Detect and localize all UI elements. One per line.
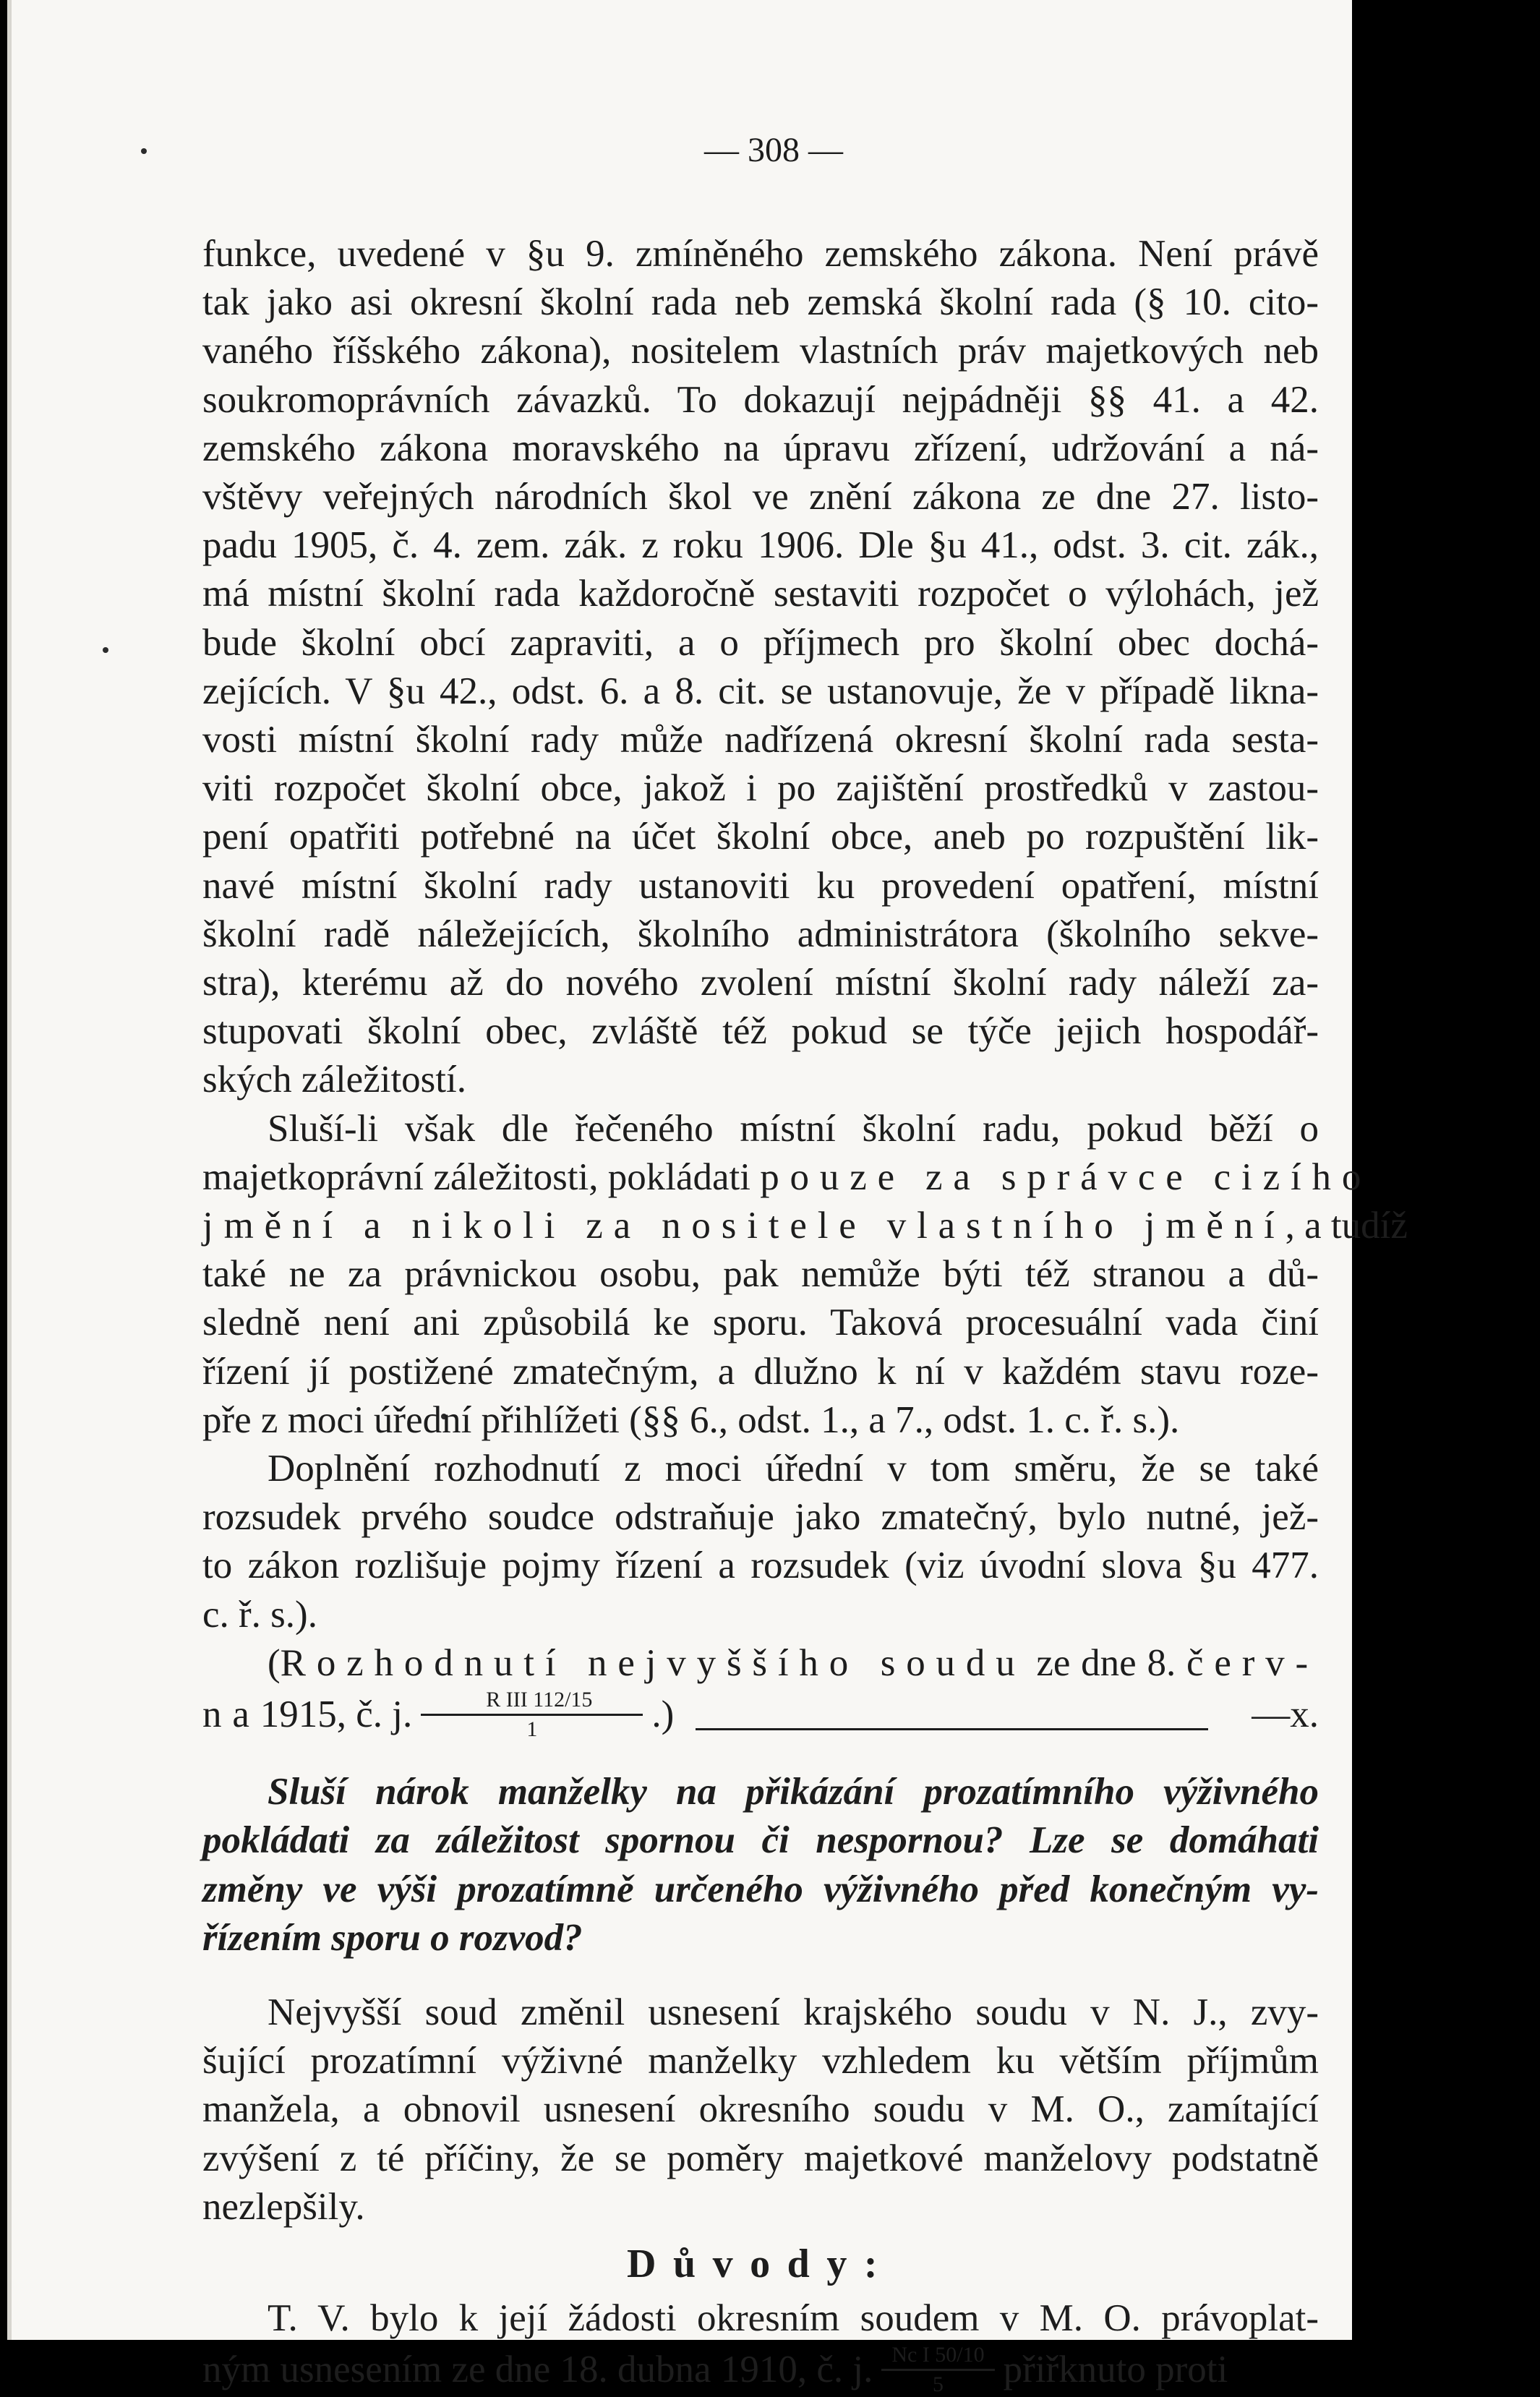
text-line: Doplnění rozhodnutí z moci úřední v tom směru, že se také [268,1448,1319,1490]
headnote [202,1768,1319,1962]
margin-dot [103,647,108,653]
fraction-numerator: Nc I 50/10 [881,2343,994,2371]
text-line: soukromoprávních závazků. To dokazují nejpádněji §§ 41. a 42. [202,378,1319,421]
emphasis-spaced: jmění a nikoli za nositele vlastního jmění [202,1205,1286,1247]
text-line: sledně není ani způsobilá ke sporu. Taková procesuální vada činí [202,1302,1319,1344]
spacer [202,1742,1319,1768]
text-line: stra), kterému až do nového zvolení místní školní rady náleží za- [202,962,1319,1004]
text-line: funkce, uvedené v §u 9. zmíněného zemského zákona. Není právě [202,233,1319,275]
text-run: přiřknuto proti [1003,2349,1228,2391]
paragraph [202,2294,1319,2397]
document-body [202,230,1408,2397]
text-line: manžela, a obnovil usnesení okresního soudu v M. O., zamítající [202,2088,1319,2131]
text-run: majetkoprávní záležitosti, pokládati [202,1155,761,1198]
paragraph [202,1445,1319,1639]
text-line: zemského zákona moravského na úpravu zřízení, udržování a ná- [202,427,1319,469]
text-run: ( [268,1641,281,1684]
text-line: padu 1905, č. 4. zem. zák. z roku 1906. Dle §u 41., odst. 3. cit. zák., [202,524,1319,567]
text-line: navé místní školní rady ustanoviti ku provedení opatření, místní [202,864,1319,907]
text-line: bude školní obcí zapraviti, a o příjmech pro školní obec dochá- [202,621,1319,664]
text-line: pře z moci úřední přihlížeti (§§ 6., odst. 1., a 7., odst. 1. c. ř. s.). [202,1398,1180,1441]
text-run: .) [651,1693,675,1735]
text-line: viti rozpočet školní obce, jakož i po zajištění prostředků v zastou- [202,767,1319,810]
page-edge-shadow [7,0,12,2340]
text-line [202,1153,1372,1202]
text-line: stupovati školní obec, zvláště též pokud se týče jejich hospodář- [202,1010,1319,1053]
text-line: řízením sporu o rozvod? [202,1916,583,1959]
text-line: Sluší-li však dle řečeného místní školní radu, pokud běží o [268,1107,1319,1150]
text-line: zejících. V §u 42., odst. 6. a 8. cit. se ustanovuje, že v případě liknа- [202,670,1319,712]
page-number: — 308 — [704,131,843,169]
text-line: má místní školní rada každoročně sestaviti rozpočet o výlohách, jež [202,573,1319,615]
case-number-fraction [421,1688,643,1742]
spacer [202,1962,1319,1988]
text-run: 1915, č. j. [260,1693,413,1735]
text-line: vštěvy veřejných národních škol ve znění zákona ze dne 27. listo- [202,476,1319,518]
text-line: školní radě náležejících, školního administrátora (školního sekve- [202,913,1319,955]
text-line: řízení jí postižené zmatečným, a dlužno k ní v každém stavu roze- [202,1350,1319,1393]
text-line [202,2343,1319,2397]
text-run: ným usnesením ze dne 18. dubna 1910, č. j. [202,2349,873,2391]
text-line: pení opatřiti potřebné na účet školní obce, aneb po rozpuštění lik- [202,816,1319,858]
case-number-fraction [881,2343,994,2397]
fraction-numerator: R III 112/15 [421,1688,643,1716]
paragraph [202,230,1319,1105]
text-line: Nejvyšší soud změnil usnesení krajského soudu v N. J., zvy- [268,1991,1319,2033]
section-heading: Důvody: [626,2241,895,2286]
emphasis-spaced: pouze za správce cizího [760,1155,1372,1198]
text-line: také ne za právnickou osobu, pak nemůže býti též stranou a dů- [202,1253,1319,1296]
emphasis-spaced: červ- [1186,1641,1319,1684]
text-run: , a tudíž [1285,1205,1408,1247]
text-line: c. ř. s.). [202,1593,317,1636]
text-line: T. V. bylo k její žádosti okresním soudem v M. O. právoplat- [268,2297,1319,2340]
text-line: tak jako asi okresní školní rada neb zemská školní rada (§ 10. cito- [202,281,1319,324]
text-line: rozsudek prvého soudce odstraňuje jako zmatečný, bylo nutné, jež- [202,1496,1319,1539]
text-line: šující prozatímní výživné manželky vzhledem ku větším příjmům [202,2040,1319,2082]
text-run: ze dne 8. [1025,1641,1186,1684]
text-line [202,1688,1319,1742]
separator-rule [696,1728,1208,1730]
text-line: změny ve výši prozatímně určeného výživného před konečným vy- [202,1868,1319,1910]
text-line: zvýšení z té příčiny, že se poměry majetkové manželovy podstatně [202,2137,1319,2179]
paragraph [202,1988,1319,2231]
text-line: nezlepšily. [202,2185,365,2228]
text-line: Sluší nárok manželky na přikázání prozatímního výživného [268,1771,1319,1813]
text-line: vosti místní školní rady může nadřízená okresní školní rada sesta- [202,719,1319,761]
decision-citation [202,1639,1319,1742]
fraction-denominator: 5 [932,2372,944,2397]
text-line [202,1202,1408,1250]
text-line: vaného říšského zákona), nositelem vlastních práv majetkových neb [202,330,1319,372]
text-line: pokládati za záležitost spornou či nespornou? Lze se domáhati [202,1819,1319,1862]
text-line [202,1639,1319,1688]
fraction-denominator: 1 [526,1717,538,1742]
paragraph [202,1105,1408,1445]
text-line: to zákon rozlišuje pojmy řízení a rozsudek (viz úvodní slova §u 477. [202,1544,1319,1587]
emphasis-spaced: na [202,1693,260,1735]
text-line: ských záležitostí. [202,1059,466,1101]
document-page [7,0,1408,2397]
emphasis-spaced: Rozhodnutí nejvyššího soudu [280,1641,1026,1684]
author-sign: —x. [1252,1693,1319,1735]
